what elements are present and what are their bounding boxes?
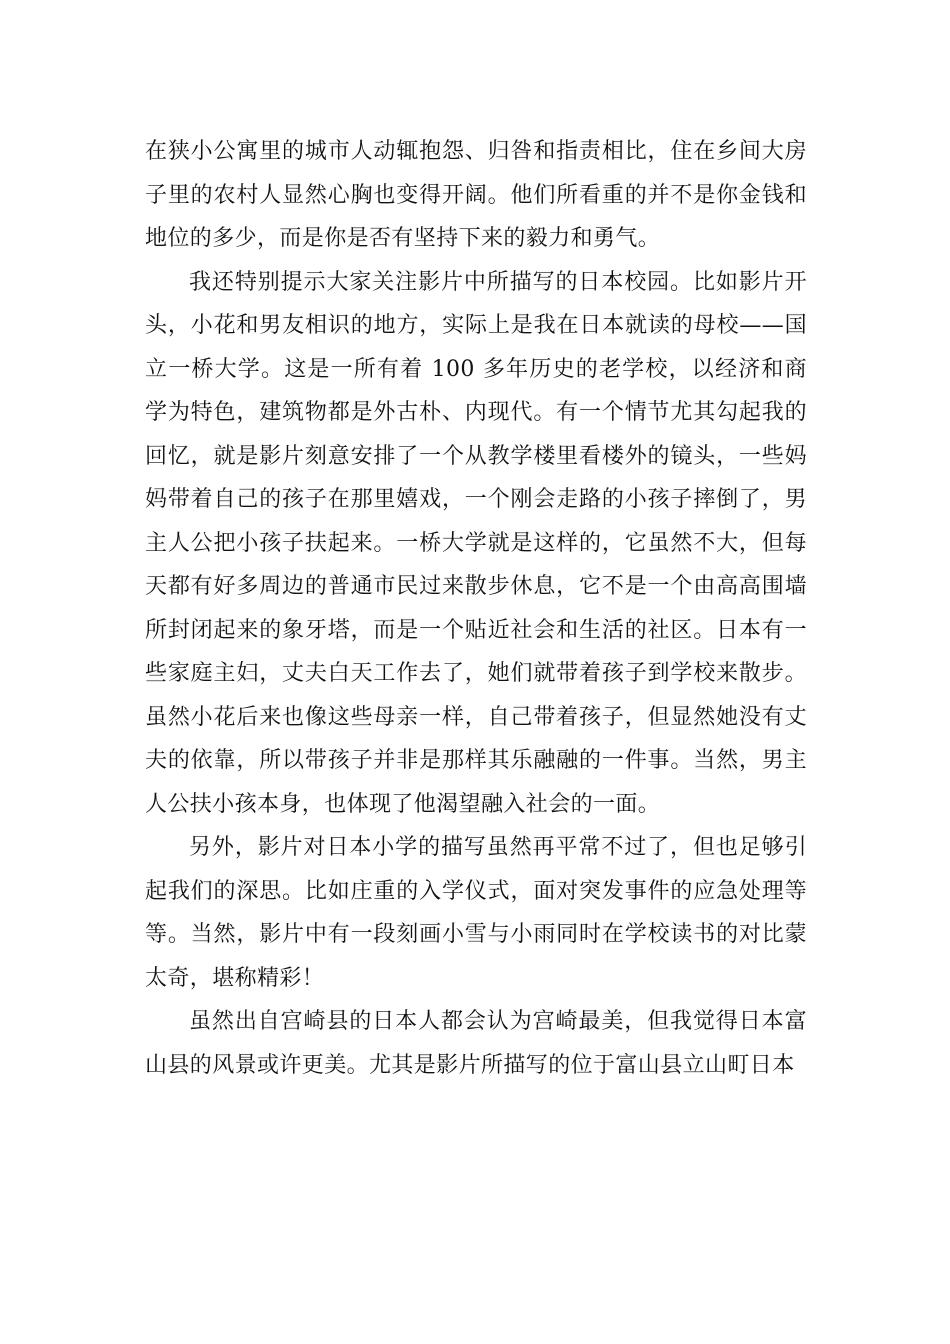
paragraph-3: 另外，影片对日本小学的描写虽然再平常不过了，但也足够引起我们的深思。比如庄重的入学仪式，面对突发事件的应急处理等等。当然，影片中有一段刻画小雪与小雨同时在学校读书的对比蒙太奇，堪称精彩！ [145,835,807,991]
paragraph-2: 我还特别提示大家关注影片中所描写的日本校园。比如影片开头，小花和男友相识的地方，实际上是我在日本就读的母校——国立一桥大学。这是一所有着 100 多年历史的老学校，以经济和商学为特色，建筑物都是外古朴、内现代。有一个情节尤其勾起我的回忆，就是影片刻意安排了一个从教学楼里看楼外的镜头，一些妈妈带着自己的孩子在那里嬉戏，一个刚会走路的小孩子摔倒了，男主人公把小孩子扶起来。一桥大学就是这样的，它虽然不大，但每天都有好多周边的普通市民过来散步休息，它不是一个由高高围墙所封闭起来的象牙塔，而是一个贴近社会和生活的社区。日本有一些家庭主妇，丈夫白天工作去了，她们就带着孩子到学校来散步。虽然小花后来也像这些母亲一样，自己带着孩子，但显然她没有丈夫的依靠，所以带孩子并非是那样其乐融融的一件事。当然，男主人公扶小孩本身，也体现了他渴望融入社会的一面。 [145,269,807,817]
paragraph-1: 在狭小公寓里的城市人动辄抱怨、归咎和指责相比，住在乡间大房子里的农村人显然心胸也变得开阔。他们所看重的并不是你金钱和地位的多少，而是你是否有坚持下来的毅力和勇气。 [145,139,807,251]
document-body [145,130,807,1087]
paragraph-4: 虽然出自宫崎县的日本人都会认为宫崎最美，但我觉得日本富山县的风景或许更美。尤其是影片所描写的位于富山县立山町日本 [145,1009,807,1078]
